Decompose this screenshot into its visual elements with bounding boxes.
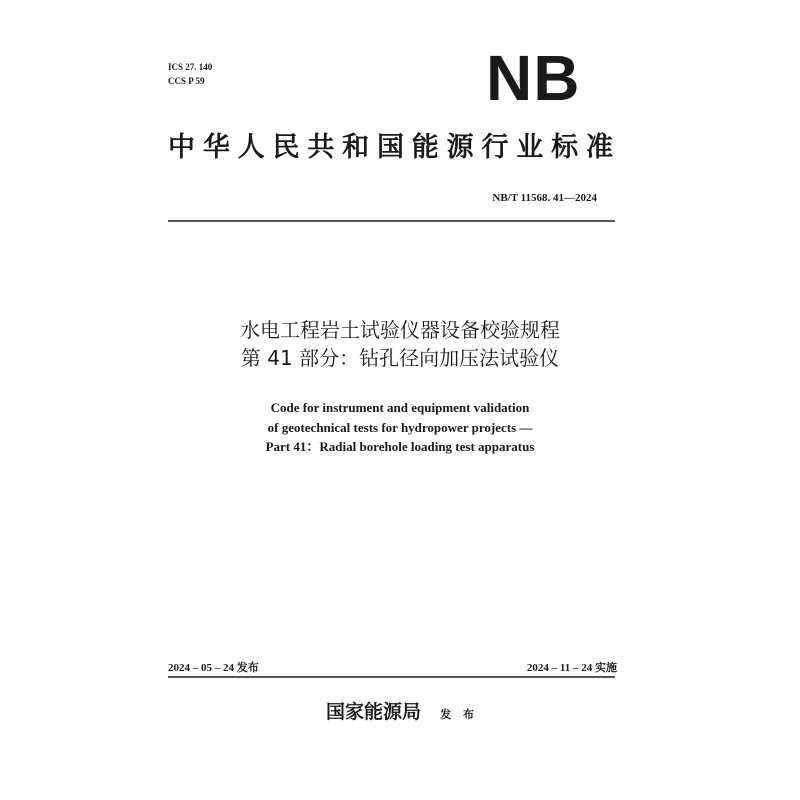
- org-title-char: 源: [446, 132, 474, 163]
- implement-date: 2024 – 11 – 24 实施: [526, 662, 617, 674]
- english-title-line-2: of geotechnical tests for hydropower projects —: [267, 420, 533, 435]
- org-title-char: 共: [307, 132, 335, 163]
- org-title: [168, 130, 613, 166]
- org-title-char: 人: [237, 132, 265, 163]
- org-title-char: 中: [168, 132, 195, 163]
- standard-number: NB/T 11568. 41—2024: [492, 192, 597, 204]
- header-divider: [168, 220, 615, 222]
- org-title-char: 国: [376, 132, 404, 163]
- chinese-title-line-1: 水电工程岩土试验仪器设备校验规程: [240, 318, 560, 342]
- org-title-char: 民: [272, 132, 300, 163]
- english-title-line-1: Code for instrument and equipment validation: [270, 400, 530, 415]
- footer-divider: [168, 676, 615, 678]
- org-title-char: 准: [585, 132, 613, 163]
- issuer: [0, 697, 800, 724]
- issuer-action: 发 布: [440, 708, 474, 721]
- issuer-name: 国家能源局: [326, 701, 422, 723]
- org-title-char: 和: [342, 132, 370, 163]
- org-title-char: 能: [411, 132, 439, 163]
- org-title-char: 业: [516, 132, 544, 163]
- ics-code: ICS 27. 140: [168, 62, 213, 72]
- nb-logo: NB: [486, 42, 581, 114]
- english-title-line-3: Part 41：Radial borehole loading test apparatus: [265, 439, 535, 454]
- ccs-code: CCS P 59: [168, 76, 205, 86]
- chinese-title-line-2: 第 41 部分：钻孔径向加压法试验仪: [240, 346, 560, 370]
- org-title-char: 行: [481, 132, 509, 163]
- issue-date: 2024 – 05 – 24 发布: [168, 662, 259, 674]
- org-title-char: 华: [202, 132, 230, 163]
- org-title-char: 标: [551, 132, 579, 163]
